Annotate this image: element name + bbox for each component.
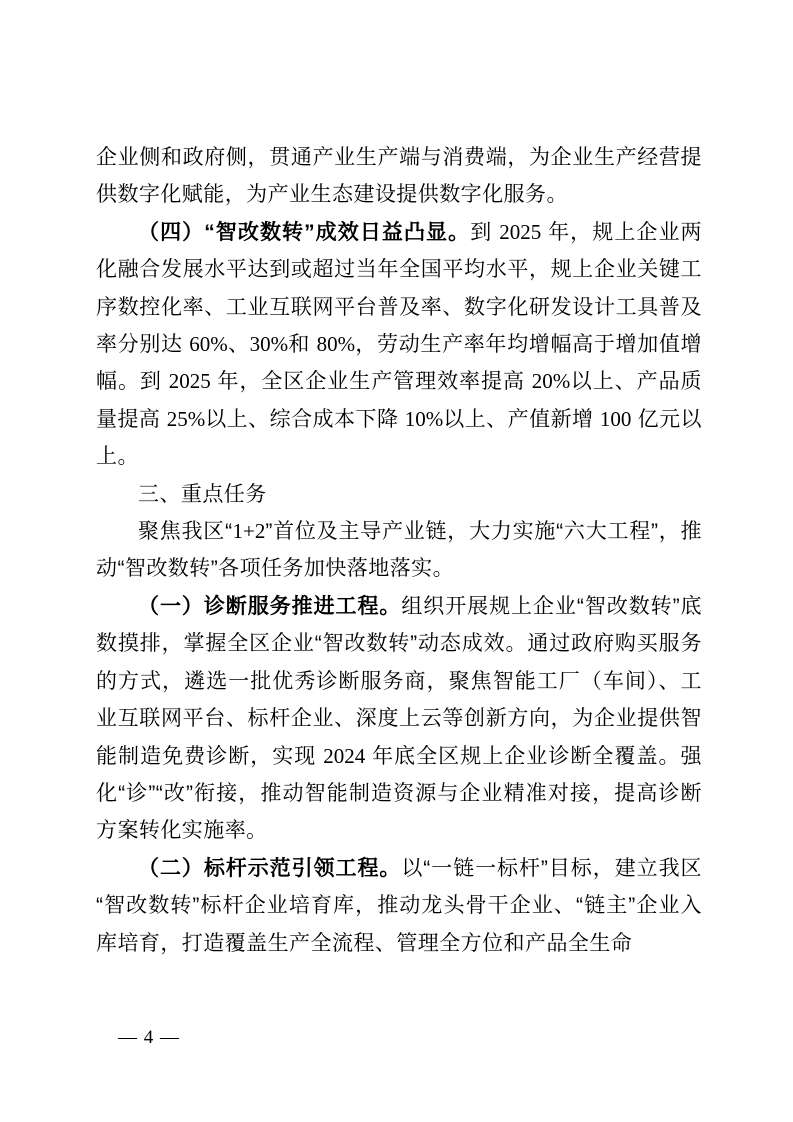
paragraph-text: 组织开展规上企业“智改数转”底数摸排，掌握全区企业“智改数转”动态成效。通过政府购买服务的方式，遴选一批优秀诊断服务商，聚焦智能工厂（车间）、工业互联网平台、标杆企业、深度上云等创新方向，为企业提供智能制造免费诊断，实现 2024 年底全区规上企业诊断全覆盖。强化“诊”“改”衔接，推动智能制造资源与企业精准对接，提高诊断方案转化实施率。: [96, 594, 702, 843]
paragraph-text: 聚焦我区“1+2”首位及主导产业链，大力实施“六大工程”，推动“智改数转”各项任务加快落地落实。: [96, 519, 702, 581]
heading-section-3: [96, 476, 702, 513]
paragraph-item-4: [96, 214, 702, 476]
paragraph-lead-bold: （一）诊断服务推进工程。: [138, 594, 402, 618]
document-body: [96, 139, 702, 962]
paragraph-text: 以“一链一标杆”目标，建立我区“智改数转”标杆企业培育库，推动龙头骨干企业、“链主”企业入库培育，打造覆盖生产全流程、管理全方位和产品全生命: [96, 856, 702, 955]
paragraph-task-1: [96, 588, 702, 850]
paragraph-task-2: [96, 850, 702, 962]
paragraph-lead-bold: （四）“智改数转”成效日益凸显。: [138, 220, 471, 244]
paragraph-text: 到 2025 年，规上企业两化融合发展水平达到或超过当年全国平均水平，规上企业关键工序数控化率、工业互联网平台普及率、数字化研发设计工具普及率分别达 60%、30%和 80%，劳动生产率年均增幅高于增加值增幅。到 2025 年，全区企业生产管理效率提高 20%以上、产品质量提高 25%以上、综合成本下降 10%以上、产值新增 100 亿元以上。: [96, 219, 703, 469]
page-number: — 4 —: [118, 1027, 180, 1048]
paragraph-lead-bold: （二）标杆示范引领工程。: [138, 856, 402, 880]
paragraph-text: 企业侧和政府侧，贯通产业生产端与消费端，为企业生产经营提供数字化赋能，为产业生态建设提供数字化服务。: [96, 146, 702, 207]
paragraph-continuation: [96, 139, 702, 214]
heading-text: 三、重点任务: [138, 482, 267, 506]
paragraph-section-intro: [96, 513, 702, 588]
